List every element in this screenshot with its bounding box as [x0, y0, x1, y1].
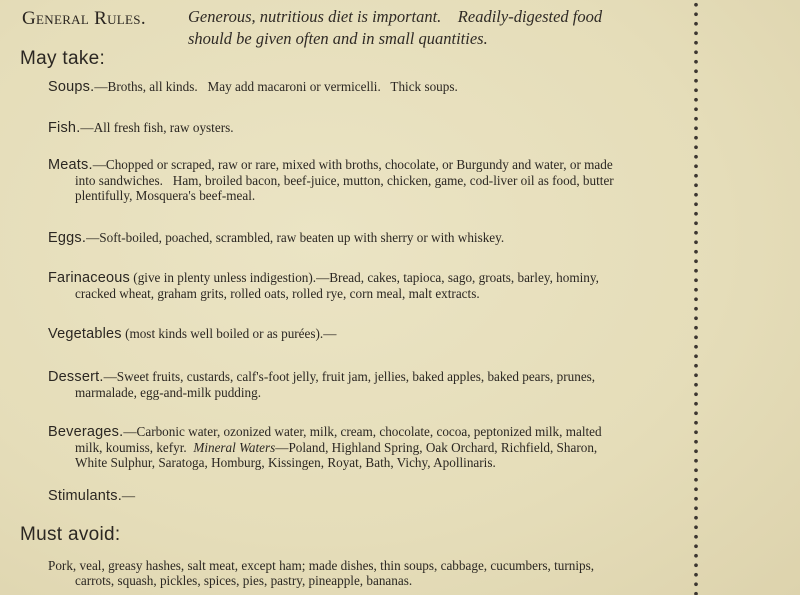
eggs-text: —Soft-boiled, poached, scrambled, raw beaten up with sherry or with whiskey. [86, 230, 505, 245]
stimulants-text: — [121, 488, 136, 503]
eggs-heading: Eggs. [48, 230, 87, 246]
beverages-entry [48, 424, 678, 470]
may-take-heading: May take: [20, 48, 106, 69]
farinaceous-heading: Farinaceous [48, 270, 130, 286]
farinaceous-text-1: (give in plenty unless indigestion).—Bread, cakes, tapioca, sago, groats, barley, hominy, [130, 270, 599, 285]
meats-text-2: into sandwiches. Ham, broiled bacon, beef-juice, mutton, chicken, game, cod-liver oil as food, butter [75, 173, 614, 188]
dessert-text-1: —Sweet fruits, custards, calf's-foot jelly, fruit jam, jellies, baked apples, baked pears, prunes, [103, 369, 596, 384]
stimulants-entry [48, 488, 678, 504]
must-avoid-entry [48, 558, 678, 588]
meats-text-3: plentifully, Mosquera's beef-meal. [75, 188, 256, 203]
general-rules-text [188, 6, 602, 50]
meats-entry [48, 157, 678, 203]
meats-heading: Meats. [48, 157, 93, 173]
farinaceous-entry [48, 270, 678, 301]
must-avoid-text-2: carrots, squash, pickles, spices, pies, pastry, pineapple, bananas. [75, 573, 413, 588]
fish-entry [48, 120, 678, 136]
beverages-text-2b: —Poland, Highland Spring, Oak Orchard, Richfield, Sharon, [275, 440, 598, 455]
dessert-heading: Dessert. [48, 369, 104, 385]
beverages-text-3: White Sulphur, Saratoga, Homburg, Kissingen, Royat, Bath, Vichy, Apollinaris. [75, 455, 496, 470]
meats-text-1: —Chopped or scraped, raw or rare, mixed with broths, chocolate, or Burgundy and water, or made [92, 157, 613, 172]
farinaceous-text-2: cracked wheat, graham grits, rolled oats, rolled rye, corn meal, malt extracts. [75, 286, 480, 301]
beverages-text-2a: milk, koumiss, kefyr. [75, 440, 194, 455]
soups-text: —Broths, all kinds. May add macaroni or vermicelli. Thick soups. [94, 79, 458, 94]
fish-text: —All fresh fish, raw oysters. [80, 120, 234, 135]
vegetables-heading: Vegetables [48, 326, 122, 342]
beverages-text-1: —Carbonic water, ozonized water, milk, cream, chocolate, cocoa, peptonized milk, malted [123, 424, 602, 439]
vegetables-text: (most kinds well boiled or as purées).— [121, 326, 337, 341]
general-rules-line-2: should be given often and in small quantities. [188, 29, 488, 48]
must-avoid-heading: Must avoid: [20, 524, 121, 545]
general-rules-label: General Rules. [22, 8, 146, 29]
general-rules-line-1: Generous, nutritious diet is important. Readily-digested food [188, 7, 603, 26]
soups-entry [48, 79, 678, 95]
vegetables-entry [48, 326, 678, 342]
dessert-entry [48, 369, 678, 400]
perforation-edge [692, 0, 700, 595]
dessert-text-2: marmalade, egg-and-milk pudding. [75, 385, 262, 400]
must-avoid-text-1: Pork, veal, greasy hashes, salt meat, except ham; made dishes, thin soups, cabbage, cucumbers, turnips, [48, 558, 595, 573]
soups-heading: Soups. [48, 79, 95, 95]
beverages-heading: Beverages. [48, 424, 124, 440]
beverages-mineral-waters: Mineral Waters [193, 440, 276, 455]
stimulants-heading: Stimulants. [48, 488, 122, 504]
eggs-entry [48, 230, 678, 246]
fish-heading: Fish. [48, 120, 81, 136]
